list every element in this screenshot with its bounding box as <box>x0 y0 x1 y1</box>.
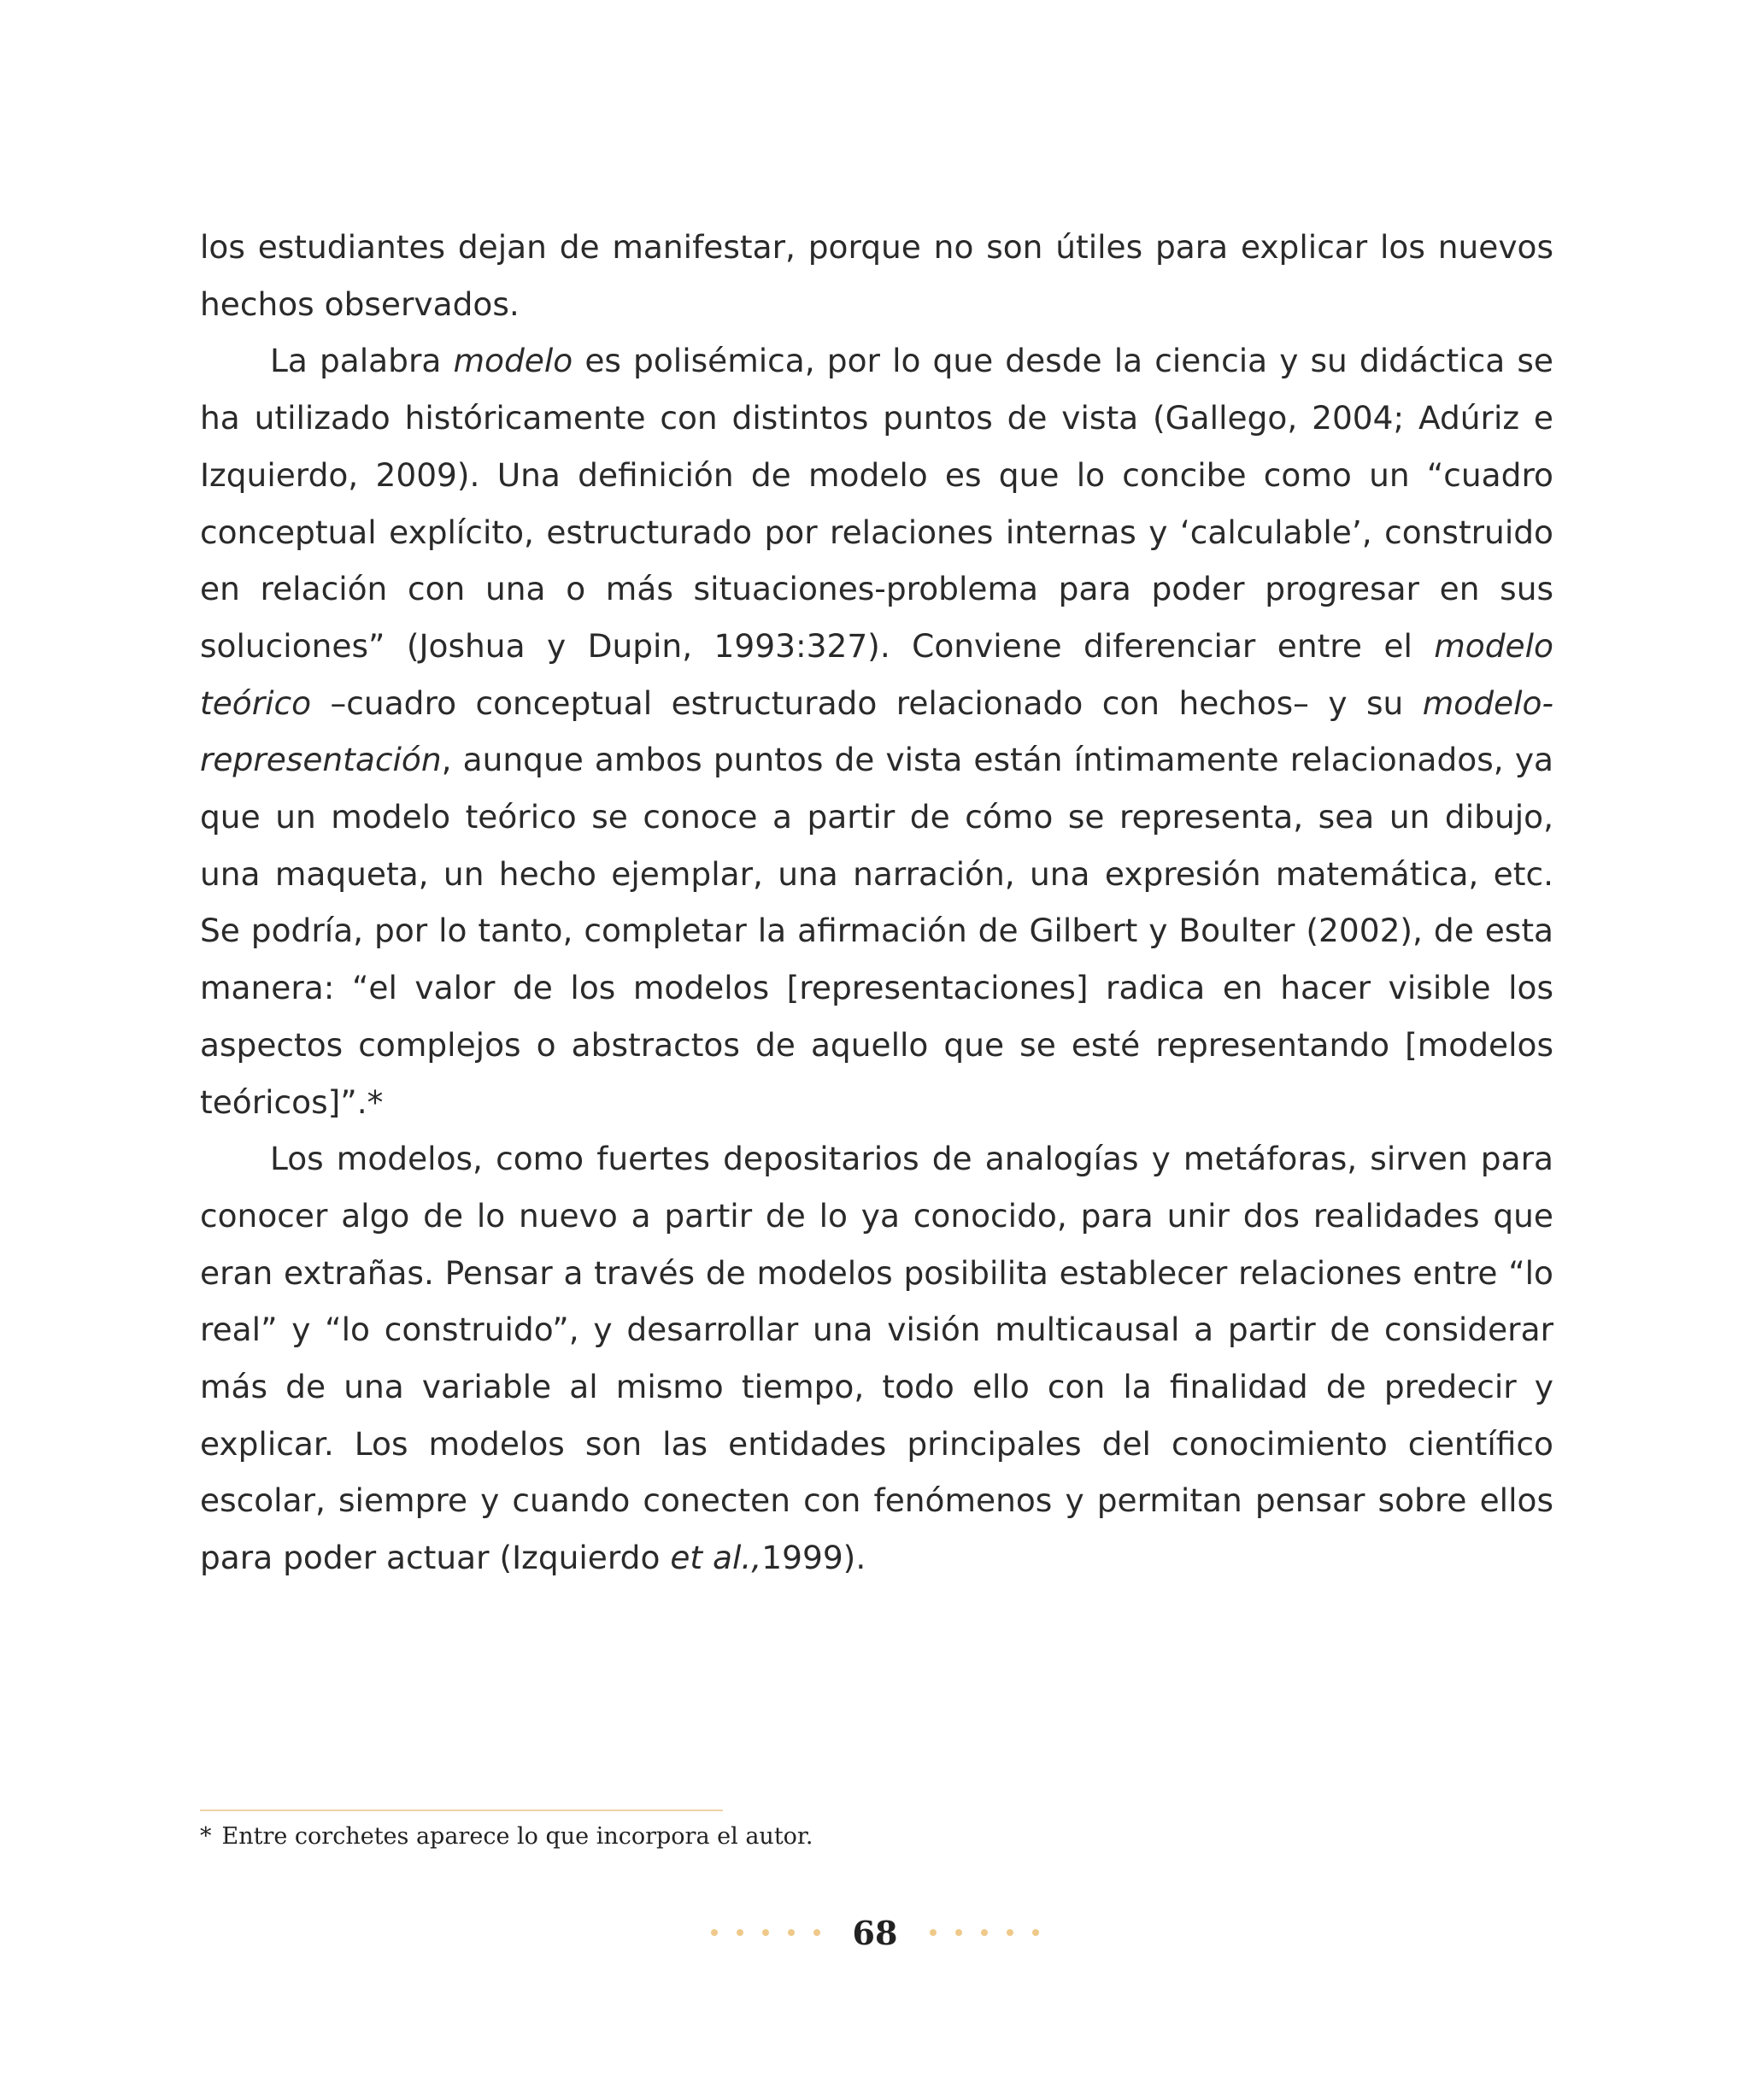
paragraph-1-text: los estudiantes dejan de manifestar, porque no son útiles para explicar los nuevos hechos observados. <box>200 228 1553 323</box>
paragraph-2-run-3: –cuadro conceptual estructurado relacionado con hechos– y su <box>311 683 1423 722</box>
dot-ornament <box>711 1929 718 1936</box>
dot-ornament <box>955 1929 962 1936</box>
footnote-text: Entre corchetes aparece lo que incorpora el autor. <box>221 1823 813 1850</box>
dot-ornament <box>788 1929 795 1936</box>
footer-dots-left <box>711 1929 820 1936</box>
term-et-al: et al., <box>670 1539 762 1577</box>
page-footer <box>0 1907 1750 1958</box>
footnote-marker: * <box>200 1823 212 1850</box>
dot-ornament <box>737 1929 743 1936</box>
dot-ornament <box>762 1929 769 1936</box>
term-modelo: modelo <box>453 342 573 380</box>
dot-ornament <box>930 1929 937 1936</box>
paragraph-2-run-2: es polisémica, por lo que desde la ciencia y su didáctica se ha utilizado históricamente con distintos puntos de vista (Gallego, 2004; Adúriz e Izquierdo, 2009). Una definición de modelo es que lo concibe como un “cuadro conceptual explícito, estructurado por relaciones internas y ‘calculable’, construido en relación con una o más situaciones-problema para poder progresar en sus soluciones” (Joshua y Dupin, 1993:327). Conviene diferenciar entre el <box>200 342 1553 665</box>
footnote <box>200 1820 1553 1854</box>
dot-ornament <box>981 1929 988 1936</box>
term-modelo-teorico: modelo teórico <box>200 626 1553 722</box>
dot-ornament <box>1032 1929 1039 1936</box>
paragraph-3-run-2: 1999). <box>761 1539 866 1577</box>
footer-dots-right <box>930 1929 1039 1936</box>
dot-ornament <box>1007 1929 1013 1936</box>
paragraph-2 <box>200 332 1553 1130</box>
paragraph-3-run-1: Los modelos, como fuertes depositarios de analogías y metáforas, sirven para conocer algo de lo nuevo a partir de lo ya conocido, para unir dos realidades que eran extrañas. Pensar a través de modelos posibilita establecer relaciones entre “lo real” y “lo construido”, y desarrollar una visión multicausal a partir de considerar más de una variable al mismo tiempo, todo ello con la finalidad de predecir y explicar. Los modelos son las entidades principales del conocimiento científico escolar, siempre y cuando conecten con fenómenos y permitan pensar sobre ellos para poder actuar (Izquierdo <box>200 1140 1553 1577</box>
body-text <box>200 219 1553 1587</box>
dot-ornament <box>813 1929 820 1936</box>
paragraph-3 <box>200 1130 1553 1587</box>
term-modelo-representacion: modelo-representación <box>200 683 1553 779</box>
paragraph-2-run-1: La palabra <box>270 342 454 380</box>
paragraph-2-run-4: , aunque ambos puntos de vista están íntimamente relacionados, ya que un modelo teórico se conoce a partir de cómo se representa, sea un dibujo, una maqueta, un hecho ejemplar, una narración, una expresión matemática, etc. Se podría, por lo tanto, completar la afirmación de Gilbert y Boulter (2002), de esta manera: “el valor de los modelos [representaciones] radica en hacer visible los aspectos complejos o abstractos de aquello que se esté representando [modelos teóricos]”.* <box>200 741 1553 1121</box>
footnote-divider <box>200 1810 723 1811</box>
paragraph-1 <box>200 219 1553 332</box>
page-number: 68 <box>852 1913 898 1952</box>
